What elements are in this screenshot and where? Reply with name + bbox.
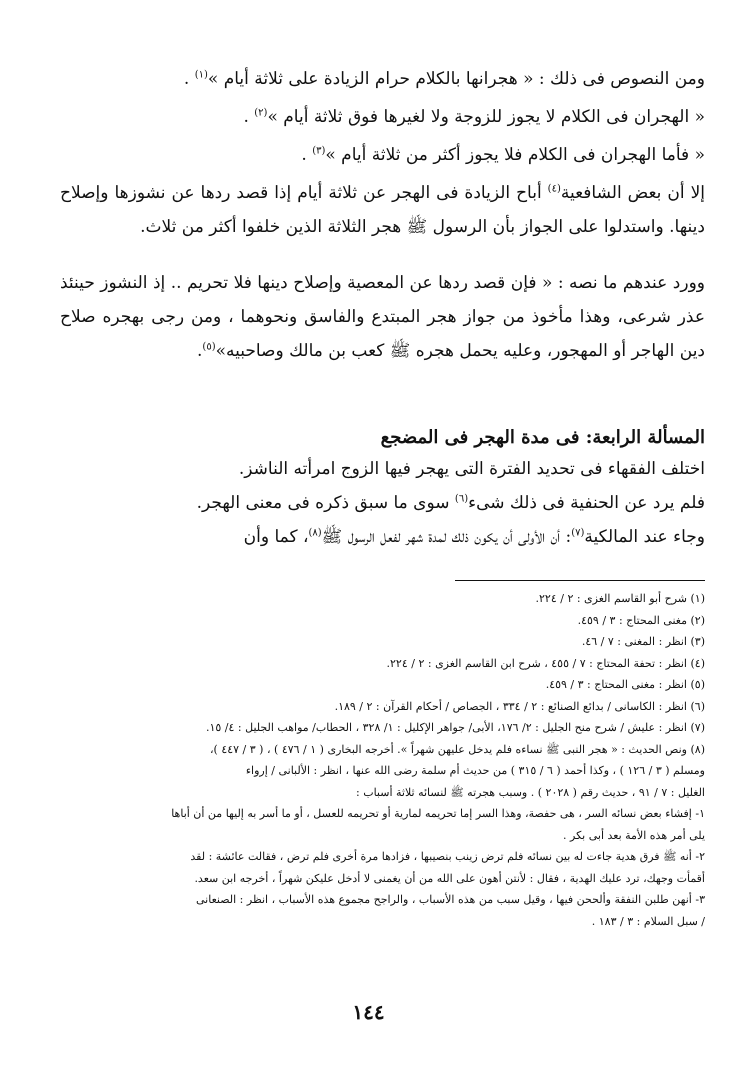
footnote-ref-3: (٣): [312, 145, 326, 157]
footnote-line: / سبل السلام : ٣ / ١٨٣ .: [591, 914, 705, 928]
section-heading: المسألة الرابعة: فى مدة الهجر فى المضجع: [380, 427, 705, 448]
footnote-line: أقمأت وجهك، ترد عليك الهدية ، فقال : لأنتن أهون على الله من أن يغمنى لا أدخل عليكن شهراً ، أخرجه ابن سعد.: [194, 871, 705, 885]
footnote-line: (٤) انظر : تحفة المحتاج : ٧ / ٤٥٥ ، شرح ابن القاسم الغزى : ٢ / ٢٢٤.: [386, 656, 705, 670]
paragraph-2: « الهجران فى الكلام لا يجوز للزوجة ولا لغيرها فوق ثلاثة أيام »$^{(٢)}$ .: [243, 107, 705, 127]
footnote-line: الغليل : ٧ / ٩١ ، حديث رقم ( ٢٠٢٨ ) . وسبب هجرته ﷺ لنسائه ثلاثة أسباب :: [356, 785, 705, 799]
footnote-ref-4: (٤): [547, 183, 561, 195]
footnote-ref-8: (٨): [308, 527, 322, 539]
footnote-ref-5: (٥): [202, 341, 216, 353]
footnote-line: (١) شرح أبو القاسم الغزى : ٢ / ٢٢٤.: [535, 592, 705, 605]
footnote-ref-1: (١): [194, 69, 208, 81]
footnote-ref-6: (٦): [454, 493, 469, 505]
paragraph-1: ومن النصوص فى ذلك : « هجرانها بالكلام حرام الزيادة على ثلاثة أيام »$^{(١)}$ .: [183, 69, 705, 89]
footnotes: [40, 588, 705, 932]
footnote-line: (٨) ونص الحديث : « هجر النبى ﷺ نساءه فلم يدخل عليهن شهراً ». أخرجه البخارى ( ١ / ٤٧٦ ) ، ( ٣ / ٤٤٧ )،: [209, 742, 705, 756]
footnote-line: ١- إفشاء بعض نسائه السر ، هى حفصة، وهذا السر إما تحريمه لمارية أو تحريمه للعسل ، أو ما أسر به إليها من أن أباها: [171, 807, 705, 820]
footnote-separator: [455, 580, 705, 581]
paragraph-7: فلم يرد عن الحنفية فى ذلك شىء$^{(٦)}$ سوى ما سبق ذكره فى معنى الهجر.: [196, 493, 705, 513]
footnote-line: يلى أمر هذه الأمة بعد أبى بكر .: [563, 828, 705, 842]
paragraph-3: « فأما الهجران فى الكلام فلا يجوز أكثر من ثلاثة أيام »$^{(٣)}$ .: [301, 145, 705, 165]
footnote-line: (٢) مغنى المحتاج : ٣ / ٤٥٩.: [577, 613, 705, 627]
footnote-line: (٣) انظر : المغنى : ٧ / ٤٦.: [581, 635, 705, 648]
page-number: ١٤٤: [352, 1000, 385, 1024]
footnote-ref-2: (٢): [254, 107, 268, 119]
paragraph-6: اختلف الفقهاء فى تحديد الفترة التى يهجر فيها الزوج امرأته الناشز.: [238, 459, 705, 479]
paragraph-5: وورد عندهم ما نصه : « فإن قصد ردها عن المعصية وإصلاح دينها فلا تحريم .. إذ النشوز حينئذ عذر شرعى، وهذا مأخوذ من جواز هجر المبتدع والفاسق ونحوهما ، ومن رجى بهجره صلاح دين الهاجر أو المهجور، وعليه يحمل هجره ﷺ كعب بن مالك وصاحبيه»$^{(٥)}$.: [60, 273, 705, 361]
paragraph-8: وجاء عند المالكية$^{(٧)}$: أن الأولى أن يكون ذلك لمدة شهر لفعل الرسول ﷺ$^{(٨)}$، كما وأن: [243, 527, 705, 547]
footnote-ref-7: (٧): [571, 527, 585, 539]
footnote-line: (٥) انظر : مغنى المحتاج : ٣ / ٤٥٩.: [545, 678, 705, 691]
footnote-line: ٢- أنه ﷺ فرق هدية جاءت له بين نسائه فلم ترض زينب بنصيبها ، فزادها مرة أخرى فلم ترض ، فقالت عائشة : لقد: [190, 850, 705, 863]
footnote-line: (٧) انظر : عليش / شرح منح الجليل : ٢/ ١٧٦، الأبى/ جواهر الإكليل : ١/ ٣٢٨ ، الحطاب/ مواهب الجليل : ٤/ ١٥.: [205, 721, 705, 734]
paragraph-4: إلا أن بعض الشافعية$^{(٤)}$ أباح الزيادة فى الهجر عن ثلاثة أيام إذا قصد ردها عن نشوزها وإصلاح دينها. واستدلوا على الجواز بأن الرسول ﷺ هجر الثلاثة الذين خلفوا أكثر من ثلاث.: [60, 183, 705, 237]
footnote-line: ومسلم ( ٣ / ١٢٦ ) ، وكذا أحمد ( ٦ / ٣١٥ ) من حديث أم سلمة رضى الله عنها ، انظر : الألبانى / إرواء: [245, 764, 705, 777]
footnote-line: ٣- أنهن طلبن النفقة وألححن فيها ، وقيل سبب من هذه الأسباب ، والراجح مجموع هذه الأسباب ، انظر : الصنعانى: [196, 893, 705, 906]
footnote-line: (٦) انظر : الكاسانى / بدائع الصنائع : ٢ / ٣٣٤ ، الجصاص / أحكام القرآن : ٢ / ١٨٩.: [334, 699, 705, 713]
